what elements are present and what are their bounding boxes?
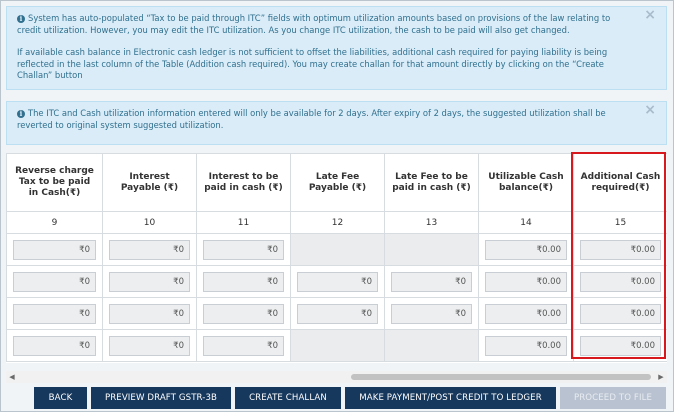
table-cell [291, 234, 385, 266]
table-cell [479, 266, 574, 298]
table-cell [291, 298, 385, 330]
amount-input[interactable]: ₹0 [297, 304, 378, 324]
column-number: 11 [197, 212, 291, 234]
info-icon: i [17, 110, 25, 118]
close-icon[interactable]: × [644, 102, 656, 118]
column-header: Reverse charge Tax to be paid in Cash(₹) [7, 154, 103, 212]
column-number: 9 [7, 212, 103, 234]
table-cell [479, 234, 574, 266]
table-cell [574, 330, 668, 362]
amount-input[interactable]: ₹0 [297, 272, 378, 292]
amount-input[interactable]: ₹0 [391, 304, 472, 324]
amount-input[interactable]: ₹0 [109, 240, 190, 260]
amount-input[interactable]: ₹0 [203, 304, 284, 324]
table-cell [385, 266, 479, 298]
amount-input[interactable]: ₹0 [203, 240, 284, 260]
close-icon[interactable]: × [644, 7, 656, 23]
amount-input[interactable]: ₹0 [109, 304, 190, 324]
alert-text: The ITC and Cash utilization information entered will only be available for 2 days. After expiry of 2 days, the suggested utilization shall be reverted to original system suggested utilization. [17, 108, 606, 130]
table-cell [197, 298, 291, 330]
amount-input[interactable]: ₹0 [13, 240, 96, 260]
column-number: 14 [479, 212, 574, 234]
table-cell [574, 298, 668, 330]
amount-input[interactable]: ₹0 [203, 272, 284, 292]
table-cell [197, 234, 291, 266]
table-cell [291, 330, 385, 362]
column-number: 13 [385, 212, 479, 234]
amount-input[interactable]: ₹0 [109, 272, 190, 292]
utilization-table [6, 153, 667, 362]
column-number-row [7, 212, 668, 234]
back-button[interactable]: BACK [34, 387, 87, 409]
column-number: 10 [103, 212, 197, 234]
amount-input[interactable]: ₹0.00 [485, 304, 567, 324]
table-cell [385, 234, 479, 266]
table-cell [103, 298, 197, 330]
column-header: Utilizable Cash balance(₹) [479, 154, 574, 212]
amount-input[interactable]: ₹0.00 [485, 336, 567, 356]
column-header: Late Fee to be paid in cash (₹) [385, 154, 479, 212]
table-cell [7, 330, 103, 362]
amount-input[interactable]: ₹0 [109, 336, 190, 356]
amount-input[interactable]: ₹0.00 [580, 336, 661, 356]
create-challan-button[interactable]: CREATE CHALLAN [235, 387, 341, 409]
amount-input[interactable]: ₹0 [13, 336, 96, 356]
table-cell [385, 298, 479, 330]
utilization-table-wrapper [6, 153, 667, 363]
table-cell [7, 234, 103, 266]
amount-input[interactable]: ₹0.00 [485, 272, 567, 292]
table-cell [479, 330, 574, 362]
table-cell [574, 266, 668, 298]
preview-draft-button[interactable]: PREVIEW DRAFT GSTR-3B [91, 387, 231, 409]
proceed-to-file-button[interactable]: PROCEED TO FILE [560, 387, 666, 409]
horizontal-scrollbar[interactable] [6, 371, 667, 383]
table-cell [574, 234, 668, 266]
scroll-right-icon[interactable]: ▶ [658, 373, 664, 381]
info-icon: i [17, 15, 25, 23]
table-cell [103, 266, 197, 298]
make-payment-button[interactable]: MAKE PAYMENT/POST CREDIT TO LEDGER [345, 387, 556, 409]
table-cell [7, 298, 103, 330]
amount-input[interactable]: ₹0 [391, 272, 472, 292]
column-header: Interest to be paid in cash (₹) [197, 154, 291, 212]
column-header: Interest Payable (₹) [103, 154, 197, 212]
amount-input[interactable]: ₹0.00 [580, 240, 661, 260]
amount-input[interactable]: ₹0.00 [580, 272, 661, 292]
amount-input[interactable]: ₹0 [13, 272, 96, 292]
amount-input[interactable]: ₹0.00 [485, 240, 567, 260]
table-cell [385, 330, 479, 362]
column-number: 12 [291, 212, 385, 234]
table-cell [7, 266, 103, 298]
table-header-row [7, 154, 668, 212]
table-row [7, 234, 668, 266]
alert-paragraph [17, 108, 656, 131]
column-header: Additional Cash required(₹) [574, 154, 668, 212]
table-cell [103, 330, 197, 362]
table-cell [291, 266, 385, 298]
scrollbar-thumb[interactable] [351, 374, 651, 380]
table-row [7, 266, 668, 298]
table-cell [479, 298, 574, 330]
table-cell [103, 234, 197, 266]
alert-paragraph [17, 13, 656, 36]
amount-input[interactable]: ₹0 [203, 336, 284, 356]
info-alert-utilization [6, 6, 667, 90]
scroll-left-icon[interactable]: ◀ [9, 373, 15, 381]
alert-paragraph: If available cash balance in Electronic cash ledger is not sufficient to offset the liabilities, additional cash required for paying liability is being reflected in the last column of the Table (Addition cash required). You may create challan for that amount directly by clicking on the “Create Challan” button [17, 47, 608, 80]
table-cell [197, 330, 291, 362]
column-header: Late Fee Payable (₹) [291, 154, 385, 212]
table-cell [197, 266, 291, 298]
info-alert-availability [6, 101, 667, 145]
amount-input[interactable]: ₹0.00 [580, 304, 661, 324]
column-number: 15 [574, 212, 668, 234]
alert-text: System has auto-populated “Tax to be paid through ITC” fields with optimum utilization amounts based on provisions of the law relating to credit utilization. However, you may edit the ITC utilization. As you change ITC utilization, the cash to be paid will also get changed. [17, 13, 611, 35]
table-row [7, 298, 668, 330]
table-row [7, 330, 668, 362]
amount-input[interactable]: ₹0 [13, 304, 96, 324]
